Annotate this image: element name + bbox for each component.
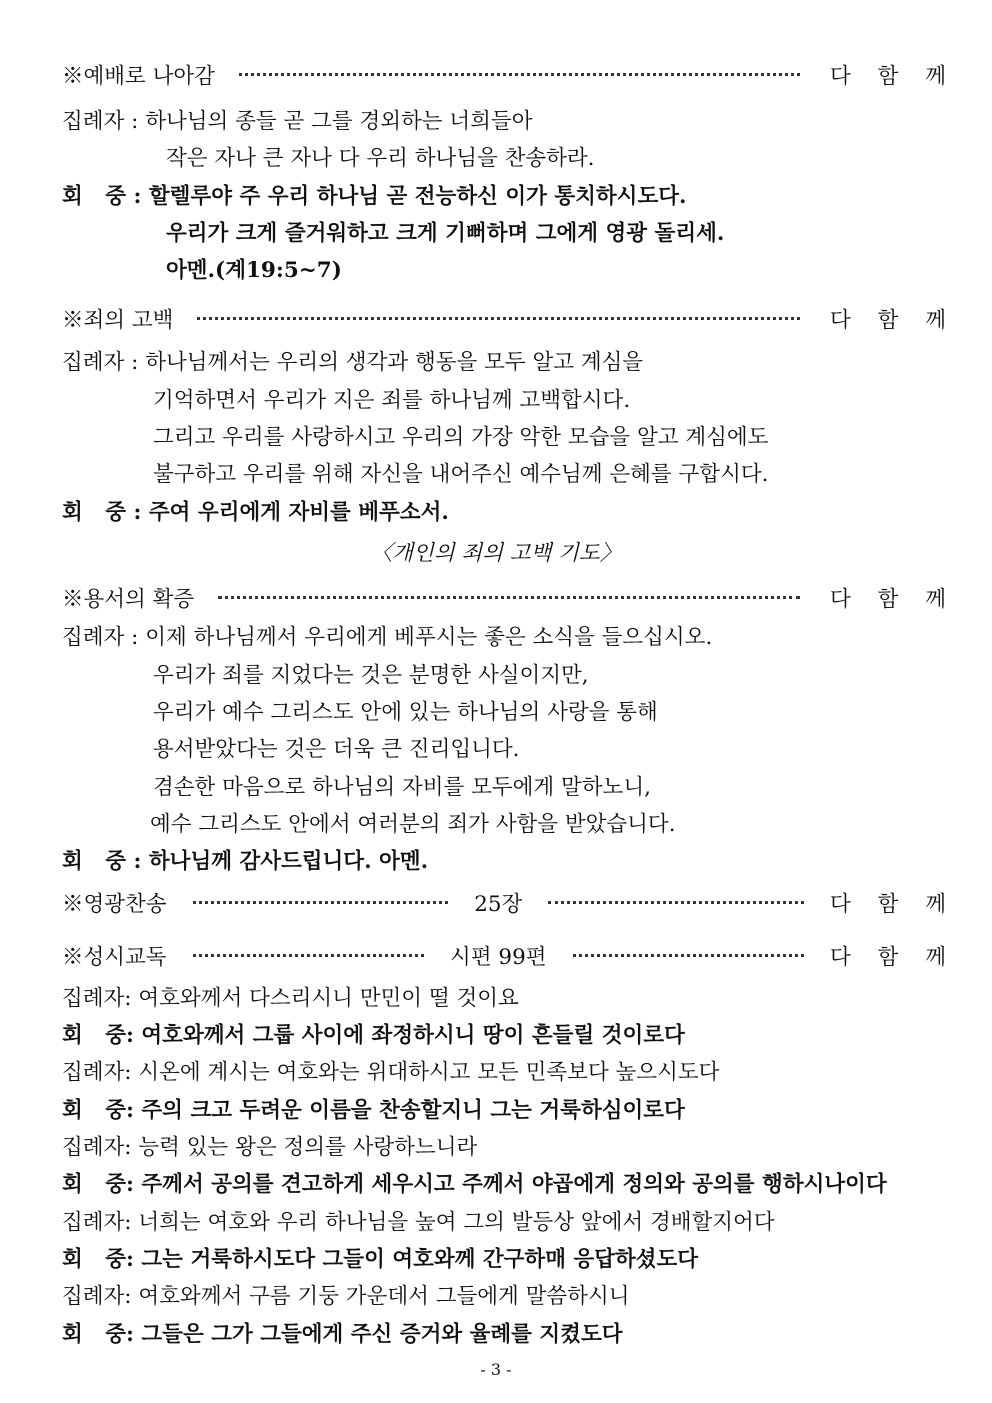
dot-leader xyxy=(548,901,804,904)
section-header-gloria xyxy=(62,887,957,917)
section-header-worship xyxy=(62,59,956,89)
leader-line: 기억하면서 우리가 지은 죄를 하나님께 고백합시다. xyxy=(153,388,631,413)
congregation-line: 회 중 : 하나님께 감사드립니다. 아멘. xyxy=(62,849,429,874)
psalm-reference: 시편 99편 xyxy=(450,944,547,970)
prayer-note: 〈개인의 죄의 고백 기도〉 xyxy=(370,541,622,566)
leader-line: 집례자 : 하나님께서는 우리의 생각과 행동을 모두 알고 계심을 xyxy=(62,350,644,375)
leader-line: 그리고 우리를 사랑하시고 우리의 가장 악한 모습을 알고 계심에도 xyxy=(153,425,769,450)
section-participants: 다 함 께 xyxy=(830,586,956,612)
leader-line: 집례자: 시온에 계시는 여호와는 위대하시고 모든 민족보다 높으시도다 xyxy=(62,1060,720,1085)
section-title: ※용서의 확증 xyxy=(62,586,195,612)
congregation-line: 회 중 : 할렐루야 주 우리 하나님 곧 전능하신 이가 통치하시도다. xyxy=(62,184,687,209)
leader-line: 예수 그리스도 안에서 여러분의 죄가 사함을 받았습니다. xyxy=(150,812,676,837)
section-participants: 다 함 께 xyxy=(830,307,956,333)
section-title: ※죄의 고백 xyxy=(62,307,174,333)
leader-line: 겸손한 마음으로 하나님의 자비를 모두에게 말하노니, xyxy=(153,775,651,800)
congregation-line: 회 중 : 주여 우리에게 자비를 베푸소서. xyxy=(62,500,449,525)
dot-leader xyxy=(193,901,449,904)
congregation-line: 아멘.(계19:5~7) xyxy=(166,258,342,283)
section-header-assurance xyxy=(62,582,956,612)
congregation-line: 우리가 크게 즐거워하고 크게 기뻐하며 그에게 영광 돌리세. xyxy=(166,221,725,246)
congregation-line: 회 중: 그들은 그가 그들에게 주신 증거와 율례를 지켰도다 xyxy=(62,1322,623,1347)
section-participants: 다 함 께 xyxy=(830,891,957,917)
leader-line: 우리가 죄를 지었다는 것은 분명한 사실이지만, xyxy=(153,663,589,688)
leader-line: 집례자 : 이제 하나님께서 우리에게 베푸시는 좋은 소식을 들으십시오. xyxy=(62,625,713,650)
section-title: ※영광찬송 xyxy=(62,891,167,917)
dot-leader xyxy=(239,73,800,76)
congregation-line: 회 중: 주의 크고 두려운 이름을 찬송할지니 그는 거룩하심이로다 xyxy=(62,1098,685,1123)
section-title: ※성시교독 xyxy=(62,944,167,970)
dot-leader xyxy=(193,954,424,957)
leader-line: 집례자: 여호와께서 구름 기둥 가운데서 그들에게 말씀하시니 xyxy=(62,1284,630,1309)
leader-line: 작은 자나 큰 자나 다 우리 하나님을 찬송하라. xyxy=(166,146,595,171)
leader-line: 불구하고 우리를 위해 자신을 내어주신 예수님께 은혜를 구합시다. xyxy=(153,462,769,487)
congregation-line: 회 중: 여호와께서 그룹 사이에 좌정하시니 땅이 흔들릴 것이로다 xyxy=(62,1023,685,1048)
dot-leader xyxy=(573,954,804,957)
leader-line: 우리가 예수 그리스도 안에 있는 하나님의 사랑을 통해 xyxy=(153,700,658,725)
section-participants: 다 함 께 xyxy=(830,944,956,970)
section-header-responsive-reading xyxy=(62,940,956,970)
leader-line: 집례자 : 하나님의 종들 곧 그를 경외하는 너희들아 xyxy=(62,109,533,134)
page-number: - 3 - xyxy=(480,1360,512,1379)
leader-line: 용서받았다는 것은 더욱 큰 진리입니다. xyxy=(153,737,520,762)
section-header-confession xyxy=(62,303,956,333)
leader-line: 집례자: 너희는 여호와 우리 하나님을 높여 그의 발등상 앞에서 경배할지어다 xyxy=(62,1210,775,1235)
congregation-line: 회 중: 주께서 공의를 견고하게 세우시고 주께서 야곱에게 정의와 공의를 행하시나이다 xyxy=(62,1172,887,1197)
dot-leader xyxy=(218,596,800,599)
leader-line: 집례자: 여호와께서 다스리시니 만민이 떨 것이요 xyxy=(62,986,519,1011)
section-participants: 다 함 께 xyxy=(830,63,956,89)
section-title: ※예배로 나아감 xyxy=(62,63,215,89)
hymn-number: 25장 xyxy=(474,891,523,917)
dot-leader xyxy=(197,317,800,320)
congregation-line: 회 중: 그는 거룩하시도다 그들이 여호와께 간구하매 응답하셨도다 xyxy=(62,1247,699,1272)
leader-line: 집례자: 능력 있는 왕은 정의를 사랑하느니라 xyxy=(62,1135,478,1160)
